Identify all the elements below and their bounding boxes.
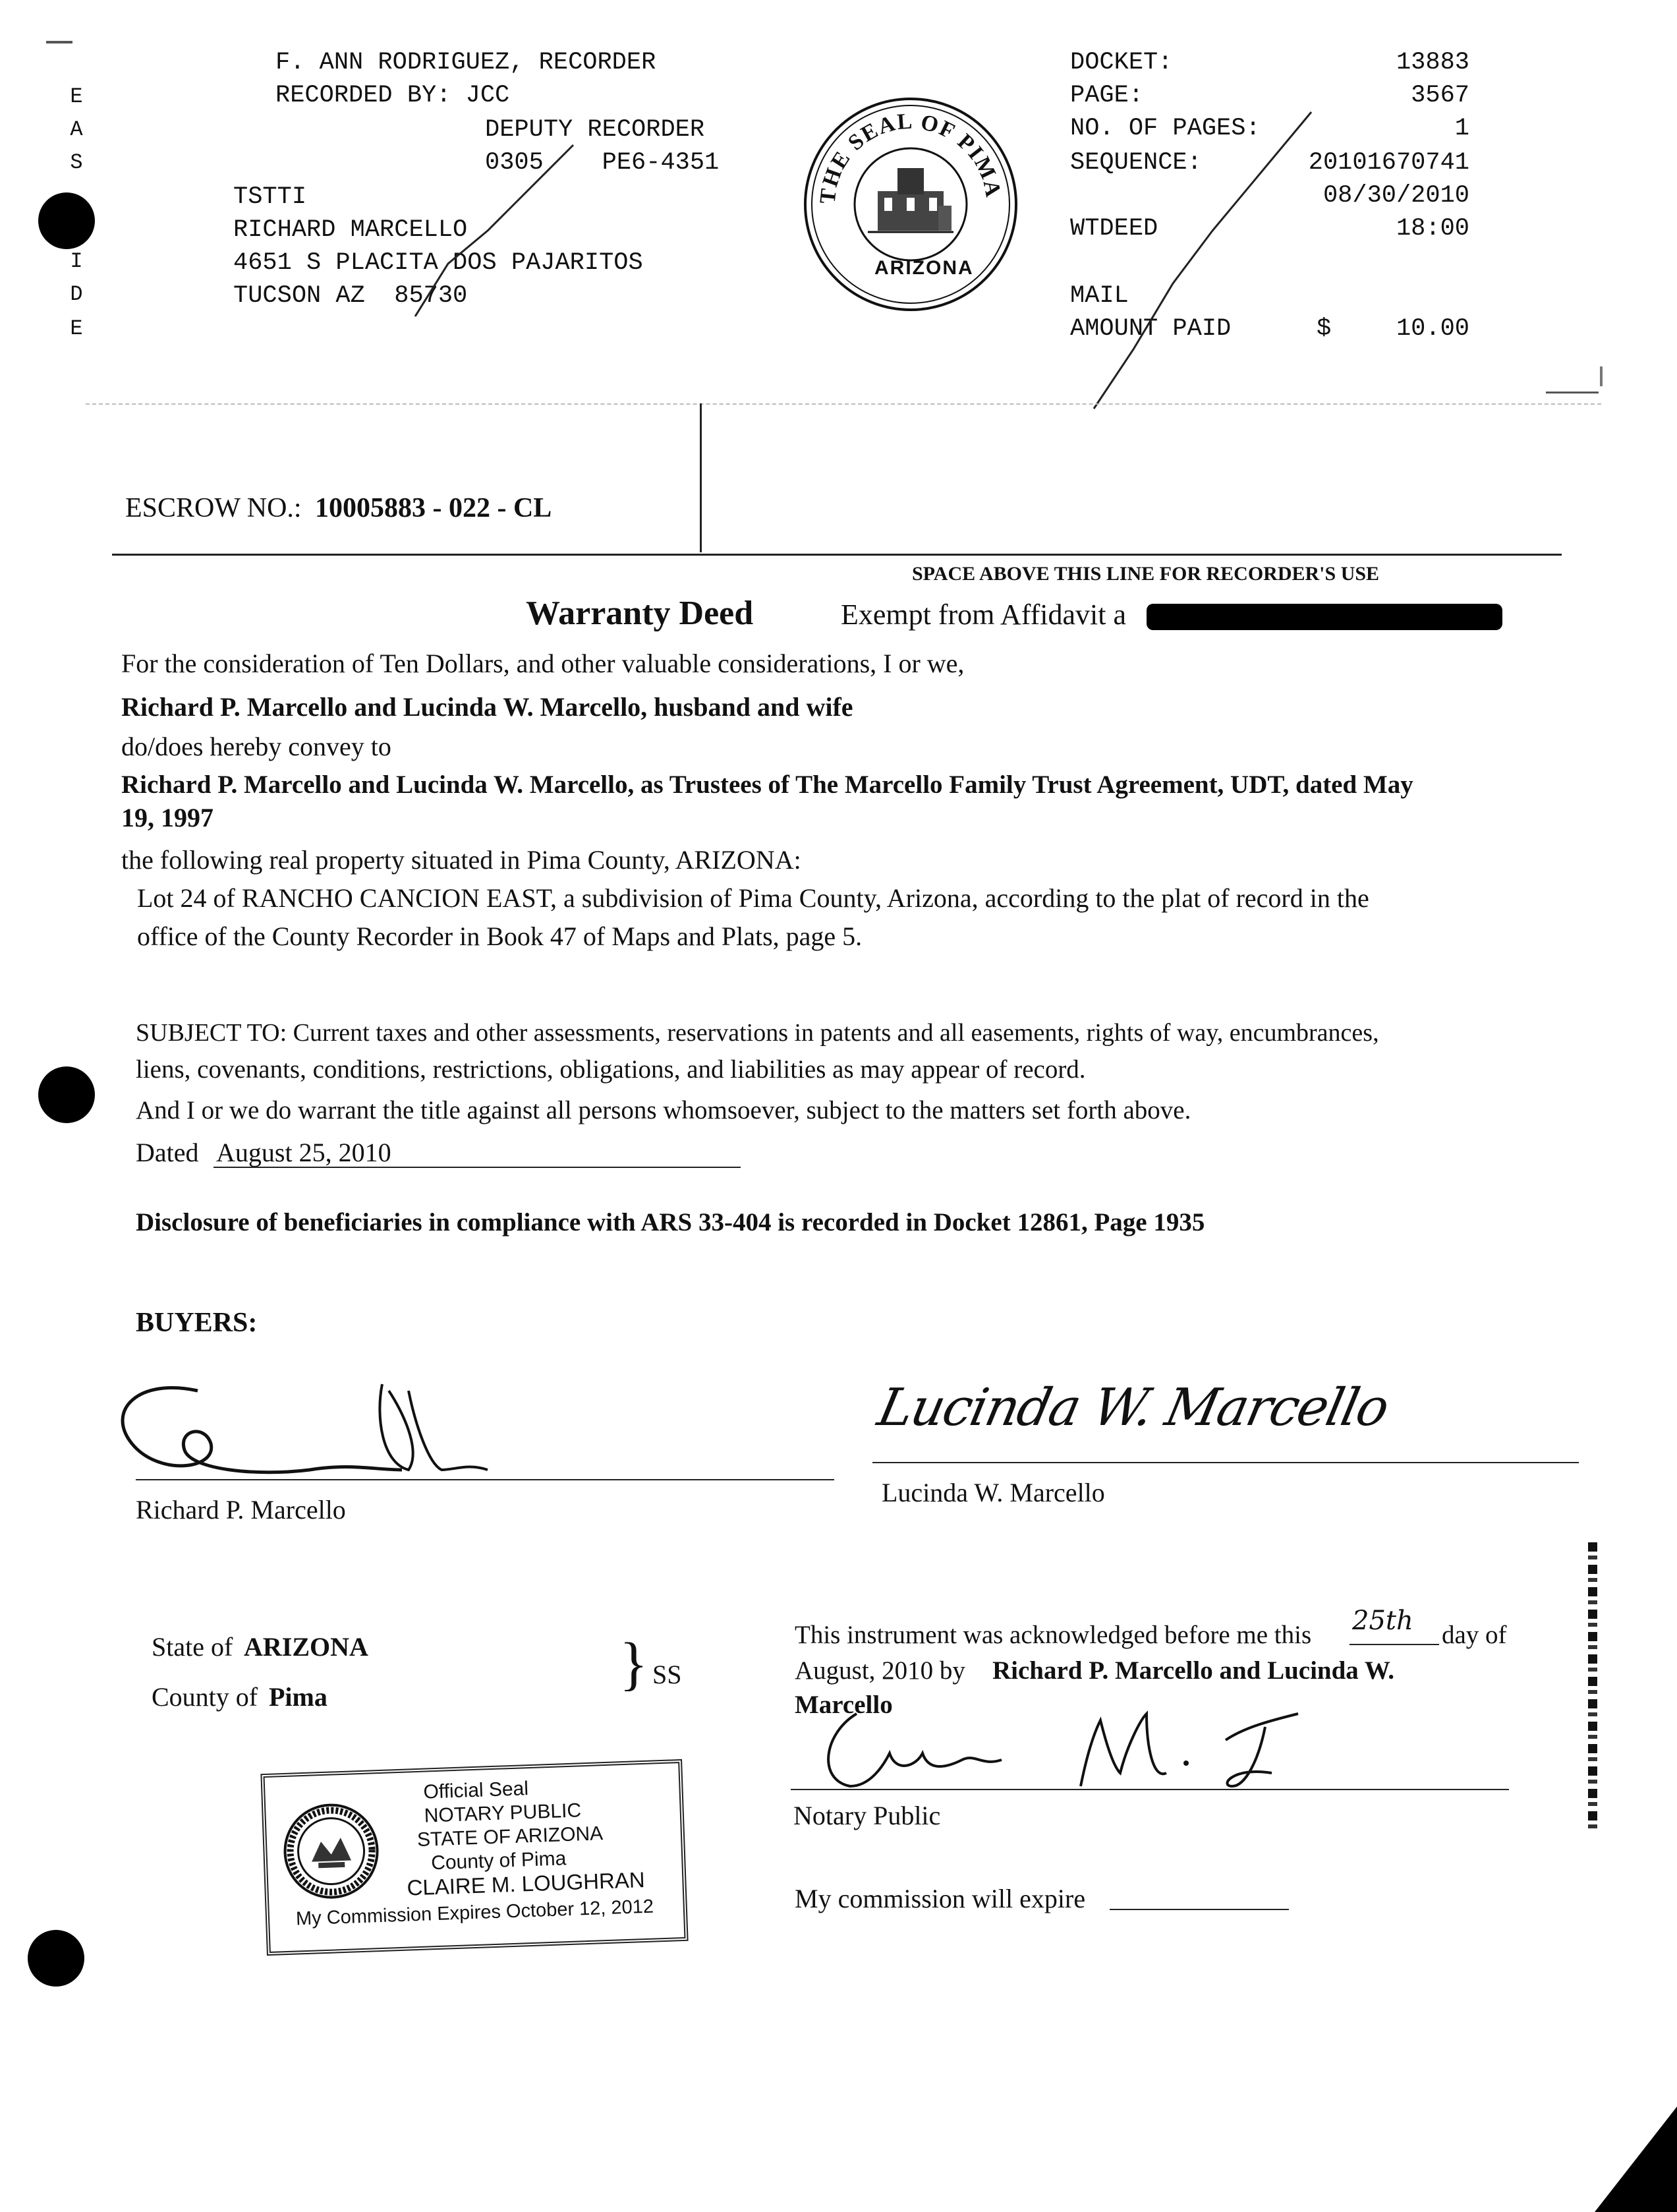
page-value: 3567 [1411, 82, 1469, 109]
notary-public-label: Notary Public [793, 1801, 941, 1830]
amount-paid-value: 10.00 [1396, 315, 1469, 343]
amount-paid-label: AMOUNT PAID [1070, 315, 1232, 343]
buyer1-name: Richard P. Marcello [136, 1495, 346, 1525]
scan-edge-artifact [1588, 1542, 1597, 1832]
grantors: Richard P. Marcello and Lucinda W. Marcello, husband and wife [121, 692, 853, 722]
recorder-codes: 0305 PE6-4351 [485, 149, 720, 177]
pages-value: 1 [1454, 115, 1469, 142]
escrow-label: ESCROW NO.: [125, 493, 302, 523]
stamp-line6: My Commission Expires October 12, 2012 [295, 1896, 654, 1930]
amount-currency: $ [1317, 315, 1332, 343]
exempt-note: Exempt from Affidavit a [841, 598, 1126, 631]
bracket-icon: } [619, 1631, 648, 1697]
recorded-by: RECORDED BY: JCC [275, 82, 510, 109]
commission-expire-label: My commission will expire [795, 1884, 1086, 1913]
recorder-box-divider [700, 403, 702, 552]
page-label: PAGE: [1070, 82, 1144, 109]
recorder-name: F. ANN RODRIGUEZ, RECORDER [275, 49, 656, 76]
sequence-label: SEQUENCE: [1070, 149, 1202, 177]
binder-hole-bottom [28, 1930, 84, 1987]
mail-to-address-line1: 4651 S PLACITA DOS PAJARITOS [233, 249, 643, 277]
dated-label: Dated [136, 1138, 199, 1167]
warranty-clause: And I or we do warrant the title against all persons whomsoever, subject to the matters set forth above. [136, 1096, 1191, 1124]
ack-day-of: day of [1442, 1621, 1507, 1649]
scan-mark [1546, 392, 1599, 393]
stamp-line1: Official Seal [422, 1778, 529, 1803]
escrow-number: 10005883 - 022 - CL [315, 493, 552, 523]
docket-value: 13883 [1396, 49, 1469, 76]
notary-signature-line [791, 1789, 1509, 1790]
ack-day-underline [1350, 1644, 1439, 1645]
scan-mark [46, 41, 72, 44]
stamp-line4: County of Pima [430, 1848, 567, 1875]
binder-hole-middle [38, 1066, 95, 1123]
dated-value: August 25, 2010 [216, 1138, 391, 1167]
ack-day: 25th [1352, 1606, 1413, 1636]
county-value: Pima [269, 1682, 327, 1712]
pages-label: NO. OF PAGES: [1070, 115, 1261, 142]
property-intro: the following real property situated in Pima County, ARIZONA: [121, 845, 801, 875]
dated-underline [213, 1167, 741, 1168]
mail-label: MAIL [1070, 282, 1129, 310]
mail-to-name: RICHARD MARCELLO [233, 216, 468, 244]
subject-to-line1: SUBJECT TO: Current taxes and other assessments, reservations in patents and all easements, rights of way, encumbrances, [136, 1019, 1379, 1047]
legal-description-line1: Lot 24 of RANCHO CANCION EAST, a subdivision of Pima County, Arizona, according to the plat of record in the [137, 883, 1369, 913]
state-label: State of [152, 1632, 233, 1662]
ss-label: SS [652, 1660, 682, 1689]
pima-county-seal [799, 92, 1023, 316]
sequence-value: 20101670741 [1308, 149, 1469, 177]
scan-mark [1600, 366, 1603, 386]
buyers-heading: BUYERS: [136, 1308, 258, 1338]
document-type: WTDEED [1070, 215, 1158, 243]
side-tab-letter: E [70, 84, 83, 109]
stamp-line2: NOTARY PUBLIC [424, 1799, 582, 1827]
stamp-line3: STATE OF ARIZONA [416, 1822, 604, 1851]
county-label: County of [152, 1682, 258, 1712]
arizona-state-seal [280, 1800, 382, 1902]
seal-top-text: THE SEAL OF PIMA [815, 109, 1006, 205]
convey-text: do/does hereby convey to [121, 732, 391, 761]
pen-slash-mark [409, 132, 619, 343]
signature-lucinda: Lucinda W. Marcello [872, 1378, 1394, 1438]
deed-title: Warranty Deed [526, 595, 754, 632]
consideration-text: For the consideration of Ten Dollars, and other valuable considerations, I or we, [121, 649, 965, 678]
deputy-recorder: DEPUTY RECORDER [485, 116, 705, 144]
notary-stamp [260, 1759, 688, 1956]
record-time: 18:00 [1396, 215, 1469, 243]
buyer2-signature-line [872, 1462, 1579, 1463]
commission-expire-line [1110, 1909, 1289, 1910]
ack-names-line2: Marcello [795, 1691, 893, 1719]
buyer1-signature-line [136, 1479, 834, 1480]
side-tab-letter: D [70, 282, 83, 306]
pen-slash-mark [1054, 99, 1331, 415]
legal-description-line2: office of the County Recorder in Book 47 of Maps and Plats, page 5. [137, 921, 863, 951]
ack-line2: August, 2010 by [795, 1656, 965, 1685]
grantees-line2: 19, 1997 [121, 803, 213, 832]
signature-richard [99, 1371, 507, 1490]
side-tab-letter: S [70, 150, 83, 175]
recorder-space-note: SPACE ABOVE THIS LINE FOR RECORDER'S USE [912, 563, 1380, 585]
grantees-line1: Richard P. Marcello and Lucinda W. Marcello, as Trustees of The Marcello Family Trust Agreement, UDT, dated May [121, 771, 1413, 799]
ack-line1: This instrument was acknowledged before me this [795, 1621, 1312, 1649]
beneficiary-disclosure: Disclosure of beneficiaries in compliance with ARS 33-404 is recorded in Docket 12861, Page 1935 [136, 1208, 1205, 1237]
seal-bottom-text: ARIZONA [874, 257, 974, 279]
header-divider-dotted [86, 403, 1601, 405]
binder-hole-top [38, 192, 95, 249]
record-date: 08/30/2010 [1322, 182, 1469, 210]
ack-names-line1: Richard P. Marcello and Lucinda W. [992, 1656, 1395, 1685]
mail-to-address-line2: TUCSON AZ 85730 [233, 282, 468, 310]
docket-label: DOCKET: [1070, 49, 1173, 76]
redaction-bar [1147, 604, 1502, 630]
return-code: TSTTI [233, 183, 307, 211]
side-tab-letter: E [70, 316, 83, 341]
buyer2-name: Lucinda W. Marcello [882, 1478, 1105, 1507]
corner-fold [1595, 2107, 1677, 2212]
side-tab-letter: I [70, 249, 83, 274]
state-value: ARIZONA [244, 1632, 368, 1662]
side-tab-letter: A [70, 117, 83, 142]
subject-to-line2: liens, covenants, conditions, restrictions, obligations, and liabilities as may appear of record. [136, 1055, 1086, 1084]
stamp-line5: CLAIRE M. LOUGHRAN [406, 1867, 646, 1900]
